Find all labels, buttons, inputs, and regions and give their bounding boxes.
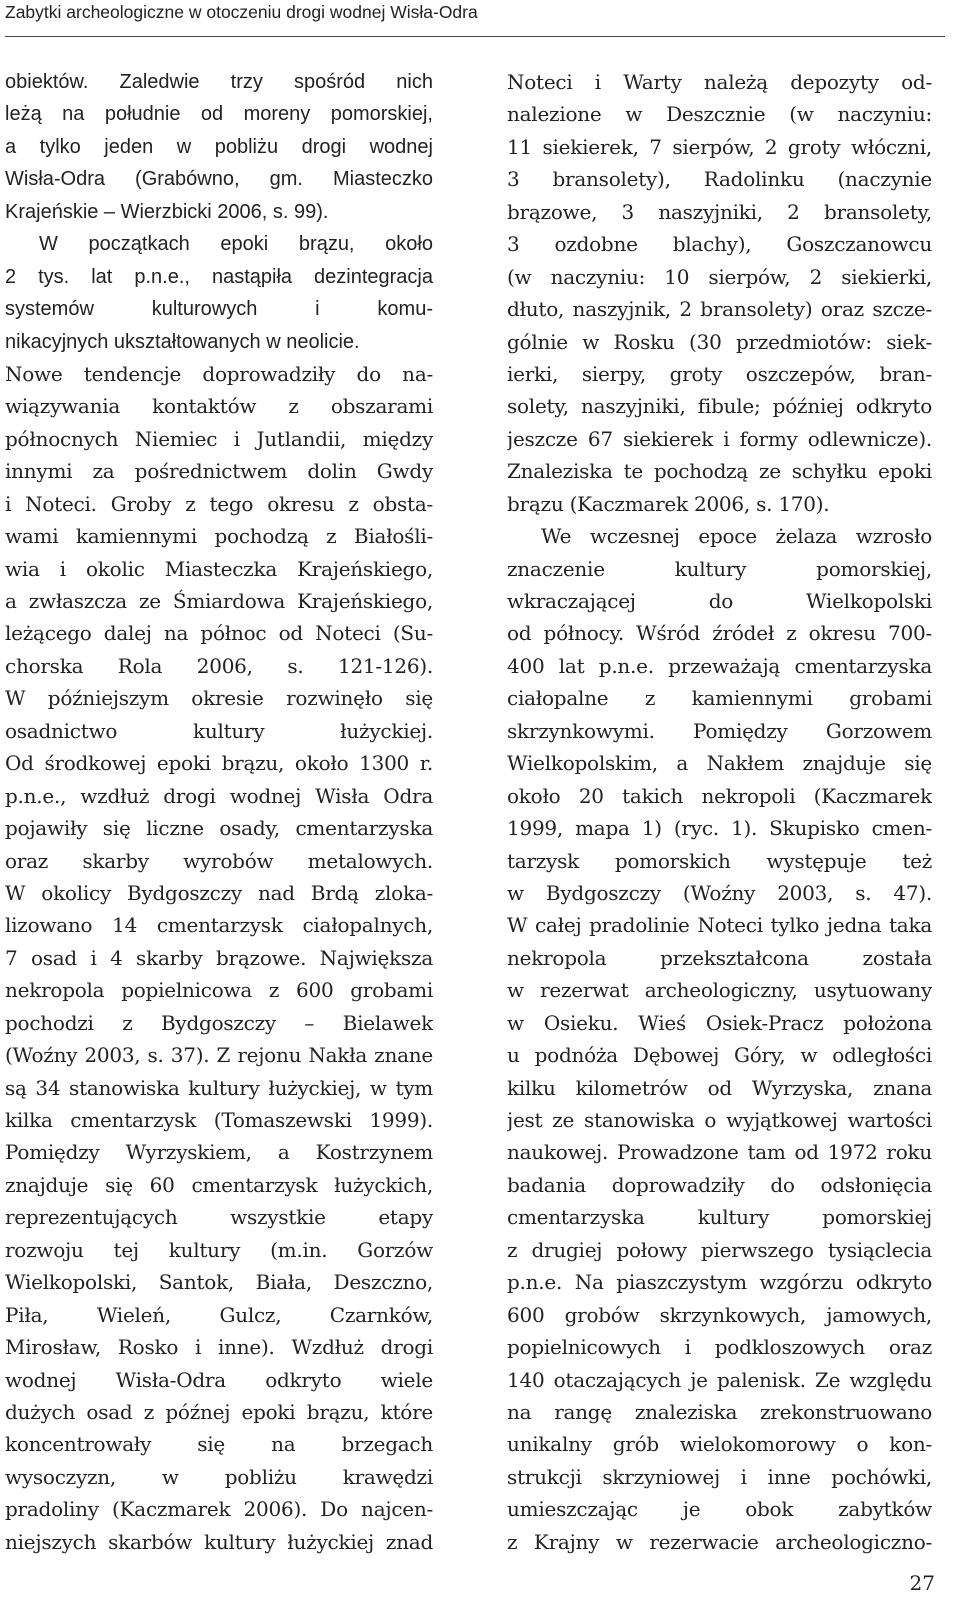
text-line: unikalny grób wielokomorowy o kon- [507,1432,932,1457]
text-line: Noteci i Warty należą depozyty od- [507,70,932,94]
text-line: umieszczając je obok zabytków [507,1497,932,1522]
text-line: nalezione w Deszcznie (w naczyniu: [507,102,932,127]
text-line: gólnie w Rosku (30 przedmiotów: siek- [507,329,932,354]
text-line: p.n.e. Na piaszczystym wzgórzu odkryto [507,1270,932,1295]
text-line: W okolicy Bydgoszczy nad Brdą zloka- [5,880,433,905]
text-line: pojawiły się liczne osady, cmentarzyska [5,816,433,841]
text-line: Wisła-Odra (Grabówno, gm. Miasteczko [5,168,433,191]
text-line: pochodzi z Bydgoszczy – Bielawek [5,1010,433,1035]
text-line: badania doprowadziły do odsłonięcia [507,1172,932,1197]
text-line: popielnicowych i podkloszowych oraz [507,1335,932,1360]
text-line: 7 osad i 4 skarby brązowe. Największa [5,945,433,970]
text-line: tarzysk pomorskich występuje też [507,848,932,873]
text-line: nekropola popielnicowa z 600 grobami [5,978,433,1003]
text-line: 600 grobów skrzynkowych, jamowych, [507,1302,932,1327]
text-line: niejszych skarbów kultury łużyckiej znad [5,1529,433,1554]
text-line: jest ze stanowiska o wyjątkowej wartości [507,1108,932,1132]
text-line: dłuto, naszyjnik, 2 bransolety) oraz szcze- [507,297,932,322]
text-line: a tylko jeden w pobliżu drogi wodnej [5,135,433,158]
text-line: lizowano 14 cmentarzysk ciałopalnych, [5,913,433,938]
text-line: kilku kilometrów od Wyrzyska, znana [507,1075,932,1100]
text-line: Nowe tendencje doprowadziły do na- [5,361,433,386]
text-line: leżą na południe od moreny pomorskiej, [5,103,433,126]
text-line: ciałopalne z kamiennymi grobami [507,686,932,711]
text-line: Pomiędzy Wyrzyskiem, a Kostrzynem [5,1140,433,1165]
text-line: wia i okolic Miasteczka Krajeńskiego, [5,556,433,581]
text-line: Mirosław, Rosko i inne). Wzdłuż drogi [5,1335,433,1360]
text-line: cmentarzyska kultury pomorskiej [507,1205,932,1230]
text-line: Piła, Wieleń, Gulcz, Czarnków, [5,1302,433,1327]
text-line: brązowe, 3 naszyjniki, 2 bransolety, [507,199,932,224]
text-line: brązu (Kaczmarek 2006, s. 170). [507,491,830,516]
text-line: znajduje się 60 cmentarzysk łużyckich, [5,1172,433,1197]
text-line: W początkach epoki brązu, około [39,233,433,256]
running-header-title: Zabytki archeologiczne w otoczeniu drogi wodnej Wisła-Odra [5,2,478,22]
text-line: z drugiej połowy pierwszego tysiąclecia [507,1237,932,1262]
text-line: strukcji skrzyniowej i inne pochówki, [507,1464,932,1489]
text-line: Wielkopolskim, a Nakłem znajduje się [507,751,932,776]
text-line: obiektów. Zaledwie trzy spośród nich [5,71,433,93]
text-line: naukowej. Prowadzone tam od 1972 roku [507,1140,932,1165]
text-column-left [5,66,433,1558]
running-header [5,0,945,37]
text-line: w rezerwat archeologiczny, usytuowany [507,978,932,1003]
text-line: nikacyjnych ukształtowanych w neolicie. [5,330,360,353]
text-line: około 20 takich nekropoli (Kaczmarek [507,783,932,808]
text-line: wiązywania kontaktów z obszarami [5,394,433,419]
text-line: pradoliny (Kaczmarek 2006). Do najcen- [5,1497,433,1522]
text-line: reprezentujących wszystkie etapy [5,1205,433,1230]
text-line: wkraczającej do Wielkopolski [507,589,932,613]
text-line: Wielkopolski, Santok, Biała, Deszczno, [5,1270,433,1295]
text-line: Krajeńskie – Wierzbicki 2006, s. 99). [5,200,329,223]
text-line: u podnóża Dębowej Góry, w odległości [507,1043,932,1068]
text-line: i Noteci. Groby z tego okresu z obsta- [5,491,433,516]
text-line: wami kamiennymi pochodzą z Białośli- [5,524,433,549]
text-line: a zwłaszcza ze Śmiardowa Krajeńskiego, [5,589,433,613]
text-line: wysoczyzn, w pobliżu krawędzi [5,1464,433,1489]
text-line: oraz skarby wyrobów metalowych. [5,848,433,873]
text-line: (Woźny 2003, s. 37). Z rejonu Nakła znane [5,1043,433,1068]
text-line: od północy. Wśród źródeł z okresu 700- [507,621,932,646]
text-line: p.n.e., wzdłuż drogi wodnej Wisła Odra [5,783,433,808]
text-line: w Bydgoszczy (Woźny 2003, s. 47). [507,880,932,905]
text-line: W późniejszym okresie rozwinęło się [5,686,433,711]
text-line: znaczenie kultury pomorskiej, [507,556,932,581]
text-line: 11 siekierek, 7 sierpów, 2 groty włóczni, [507,134,932,159]
text-line: Od środkowej epoki brązu, około 1300 r. [5,751,433,776]
text-line: jeszcze 67 siekierek i formy odlewnicze). [507,426,932,451]
text-line: koncentrowały się na brzegach [5,1432,433,1457]
text-line: z Krajny w rezerwacie archeologiczno- [507,1529,932,1554]
text-line: W całej pradolinie Noteci tylko jedna taka [507,913,932,938]
text-line: 140 otaczających je palenisk. Ze względu [507,1367,932,1392]
text-line: (w naczyniu: 10 sierpów, 2 siekierki, [507,264,932,289]
text-line: są 34 stanowiska kultury łużyckiej, w tym [5,1075,433,1100]
text-line: solety, naszyjniki, fibule; później odkryto [507,394,932,419]
text-column-right [507,66,932,1558]
text-line: osadnictwo kultury łużyckiej. [5,718,433,743]
text-line: 3 ozdobne blachy), Goszczanowcu [507,232,932,257]
text-line: dużych osad z późnej epoki brązu, które [5,1399,433,1424]
text-line: 1999, mapa 1) (ryc. 1). Skupisko cmen- [507,816,932,841]
text-line: chorska Rola 2006, s. 121-126). [5,653,433,678]
text-line: rozwoju tej kultury (m.in. Gorzów [5,1237,433,1262]
text-line: skrzynkowymi. Pomiędzy Gorzowem [507,718,932,743]
text-line: 3 bransolety), Radolinku (naczynie [507,167,932,192]
text-line: leżącego dalej na północ od Noteci (Su- [5,621,433,646]
text-line: kilka cmentarzysk (Tomaszewski 1999). [5,1108,433,1132]
text-line: wodnej Wisła-Odra odkryto wiele [5,1367,433,1392]
text-line: We wczesnej epoce żelaza wzrosło [541,524,932,549]
text-line: w Osieku. Wieś Osiek-Pracz położona [507,1010,932,1035]
text-line: 400 lat p.n.e. przeważają cmentarzyska [507,653,932,678]
text-line: innymi za pośrednictwem dolin Gwdy [5,459,433,484]
text-line: systemów kulturowych i komu- [5,298,433,321]
page-number: 27 [909,1571,935,1595]
text-line: ierki, sierpy, groty oszczepów, bran- [507,361,932,386]
text-line: nekropola przekształcona została [507,945,932,970]
text-line: na rangę znaleziska zrekonstruowano [507,1399,932,1424]
text-line: północnych Niemiec i Jutlandii, między [5,426,433,451]
text-line: Znaleziska te pochodzą ze schyłku epoki [507,459,932,484]
text-line: 2 tys. lat p.n.e., nastąpiła dezintegracja [5,265,433,288]
